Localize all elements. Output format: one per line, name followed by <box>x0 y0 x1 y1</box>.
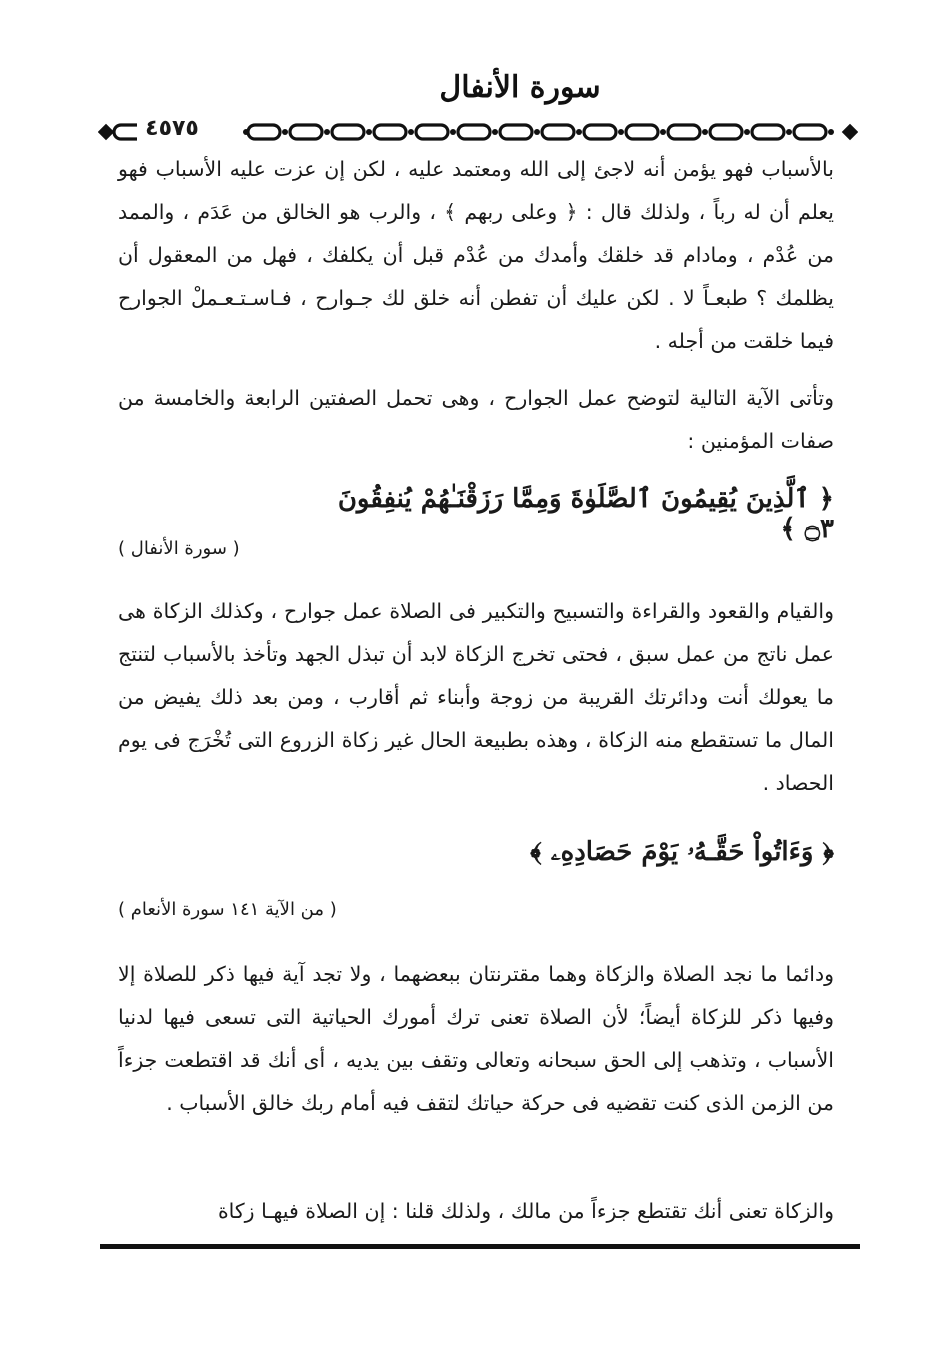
paragraph-3: والقيام والقعود والقراءة والتسبيح والتكبير فى الصلاة عمل جوارح ، وكذلك الزكاة هى عمل ناتج من عمل سبق ، فحتى تخرج الزكاة لابد أن تبذل الجهد وتأخذ بالأسباب لتنتج ما يعولك أنت ودائرتك القريبة من زوجة وأبناء ثم أقارب ، ومن بعد ذلك يفيض من المال ما تستقطع منه الزكاة ، وهذه بطبيعة الحال غير زكاة الزروع التى تُخْرَج فى يوم الحصاد . <box>118 599 834 795</box>
paragraph-5: والزكاة تعنى أنك تقتطع جزءاً من مالك ، ولذلك قلنا : إن الصلاة فيهـا زكاة <box>217 1199 834 1223</box>
quran-verse-2: ﴿ وَءَاتُواْ حَقَّـهُۥ يَوْمَ حَصَادِهِۦ ﴾ <box>530 837 834 867</box>
paragraph-4: ودائما ما نجد الصلاة والزكاة وهما مقترنتان ببعضهما ، ولا تجد آية فيها ذكر للصلاة إلا وفيها ذكر للزكاة أيضاً؛ لأن الصلاة تعنى ترك أمورك الحياتية التى تسعى فيها لدنيا الأسباب ، وتذهب إلى الحق سبحانه وتعالى وتقف بين يديه ، أى أنك قد اقتطعت جزءاً من الزمن الذى كنت تقضيه فى حركة حياتك لتقف فيه أمام ربك خالق الأسباب . <box>118 962 834 1115</box>
paragraph-1: بالأسباب فهو يؤمن أنه لاجئ إلى الله ومعتمد عليه ، لكن إن عزت عليه الأسباب فهو يعلم أن له رباً ، ولذلك قال : ﴿ وعلى ربهم ﴾ ، والرب هو الخالق من عَدَم ، والممد من عُدْم ، ومادام قد خلقك وأمدك من عُدْم قبل أن يكلفك ، فهل من المعقول أن يظلمك ؟ طبعـاً لا . لكن عليك أن تفطن أنه خلق لك جـوارح ، فـاسـتـعـملْ الجوارح فيما خلقت من أجله . <box>118 157 834 353</box>
header-ornament-border <box>98 119 858 145</box>
page-number: ٤٥٧٥ <box>137 116 207 141</box>
footer-rule <box>100 1244 860 1249</box>
verse-citation-1: ( سورة الأنفال ) <box>118 538 240 559</box>
quran-verse-1: ﴿ ٱلَّذِينَ يُقِيمُونَ ٱلصَّلَوٰةَ وَمِمَّا رَزَقْنَـٰهُمْ يُنفِقُونَ ۝٣ ﴾ <box>337 484 834 544</box>
paragraph-2: وتأتى الآية التالية لتوضح عمل الجوارح ، وهى تحمل الصفتين الرابعة والخامسة من صفات المؤمنين : <box>118 386 834 453</box>
surah-title: سورة الأنفال <box>439 70 601 105</box>
verse-citation-2: ( من الآية ١٤١ سورة الأنعام ) <box>118 899 337 920</box>
